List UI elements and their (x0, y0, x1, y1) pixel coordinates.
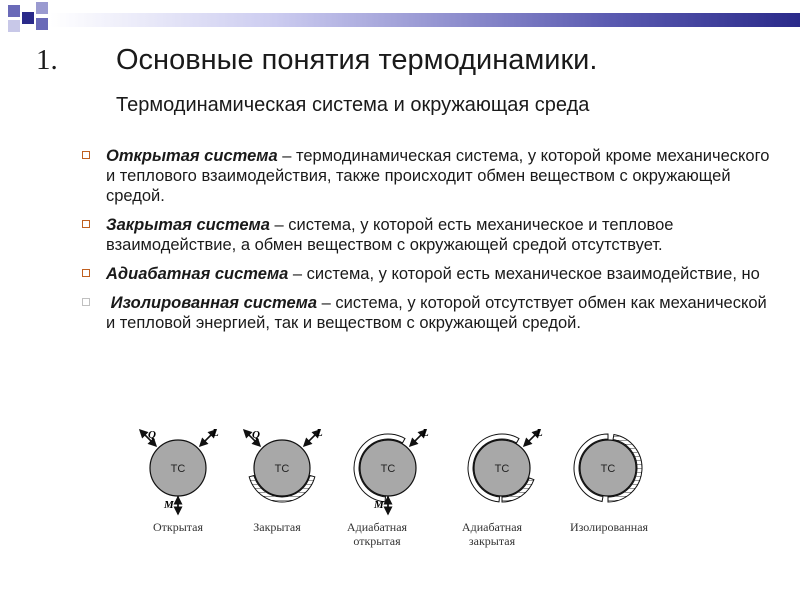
diagram-caption: Открытая (152, 520, 204, 534)
list-item (82, 215, 772, 255)
list-item (82, 293, 772, 333)
deco-square (22, 12, 34, 24)
system-diagrams (0, 420, 800, 590)
mass-label: M (374, 499, 384, 511)
diagram-caption: Закрытая (253, 520, 301, 534)
system-core-label: ТС (274, 463, 290, 475)
bullet-square-icon (82, 220, 90, 228)
work-label: L (536, 427, 543, 439)
bullet-square-icon (82, 298, 90, 306)
bullet-square-icon (82, 269, 90, 277)
diagram-caption: Адиабатная закрытая (461, 520, 523, 548)
header-decoration (0, 0, 800, 40)
definition-text: – система, у которой есть механическое и тепловое взаимодействие, а обмен веществом с окружающей средой отсутствует. (106, 216, 674, 254)
system-core-label: ТС (494, 463, 510, 475)
term-adiabatic-system: Адиабатная система (106, 265, 289, 283)
heat-label: Q (252, 429, 260, 441)
deco-square (8, 5, 20, 17)
heat-label: Q (148, 429, 156, 441)
term-isolated-system: Изолированная система (110, 294, 318, 312)
deco-square (36, 2, 48, 14)
system-core-label: ТС (380, 463, 396, 475)
slide-title-text: Основные понятия термодинамики. (116, 44, 598, 76)
definition-text: – термодинамическая система, у которой кроме механического и теплового взаимодействия, также происходит обмен веществом с окружающей средой. (106, 147, 770, 205)
definition-text: – система, у которой есть механическое взаимодействие, но (288, 265, 760, 283)
list-item (82, 264, 772, 284)
diagram-caption: Адиабатная открытая (346, 520, 408, 548)
term-closed-system: Закрытая система (106, 216, 270, 234)
work-label: L (422, 427, 429, 439)
definition-list (82, 146, 772, 342)
system-core-label: ТС (170, 463, 186, 475)
slide-number: 1. (36, 44, 58, 76)
diagram-caption: Изолированная (569, 520, 649, 534)
list-item (82, 146, 772, 206)
definition-text: – система, у которой отсутствует обмен как механической и тепловой энергией, так и веществом с окружающей средой. (106, 294, 767, 332)
system-core-label: ТС (600, 463, 616, 475)
bullet-square-icon (82, 151, 90, 159)
system-diagrams-figure (0, 420, 800, 590)
term-open-system: Открытая система (106, 147, 278, 165)
deco-square (8, 20, 20, 32)
work-label: L (212, 427, 219, 439)
deco-square (36, 18, 48, 30)
slide-subtitle: Термодинамическая система и окружающая среда (116, 94, 590, 116)
work-label: L (316, 427, 323, 439)
mass-label: M (164, 499, 174, 511)
header-gradient-strip (50, 13, 800, 27)
